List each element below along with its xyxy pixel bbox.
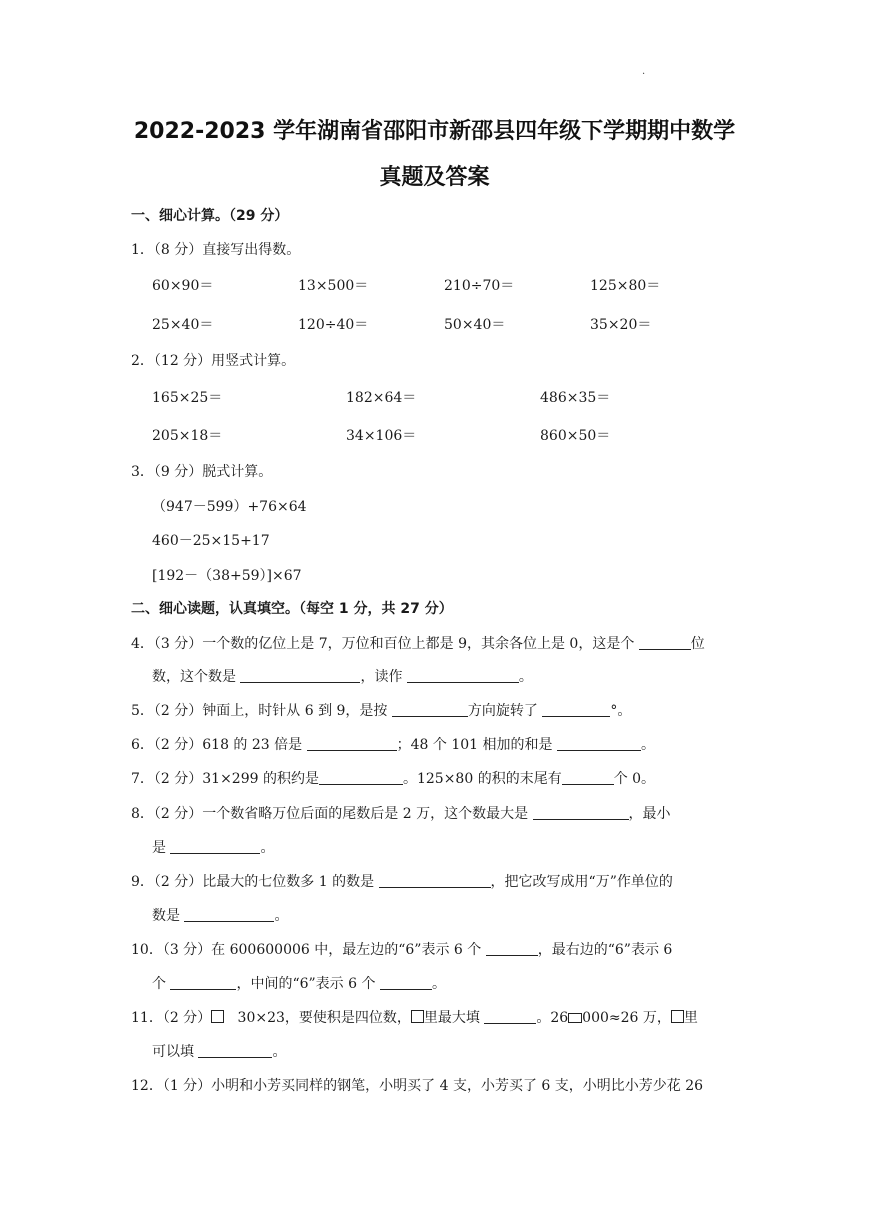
question-8	[131, 803, 671, 823]
question-text: 30×23，要使积是四位数，	[237, 1010, 411, 1026]
empty-box-icon	[411, 1010, 424, 1023]
answer-blank[interactable]	[557, 736, 641, 751]
section-2-heading: 二、细心读题，认真填空。（每空 1 分，共 27 分）	[131, 601, 453, 617]
answer-blank[interactable]	[379, 873, 491, 888]
expression-item: （947－599）+76×64	[152, 499, 307, 515]
calc-item: 120÷40＝	[298, 317, 369, 333]
question-4-cont	[152, 666, 533, 686]
expression-item: [192－（38+59）]×67	[152, 568, 302, 584]
calc-item: 860×50＝	[540, 428, 611, 444]
calc-item: 205×18＝	[152, 428, 223, 444]
question-1-label: 1．（8 分）直接写出得数。	[131, 242, 301, 258]
question-6	[131, 734, 655, 754]
question-7	[131, 768, 655, 788]
calc-item: 35×20＝	[590, 317, 652, 333]
question-10-cont	[152, 973, 446, 993]
answer-blank[interactable]	[380, 975, 432, 990]
question-12: 12．（1 分）小明和小芳买同样的钢笔，小明买了 4 支，小芳买了 6 支，小明比小芳少花 26	[131, 1078, 704, 1094]
calc-item: 486×35＝	[540, 390, 611, 406]
question-4	[131, 633, 705, 653]
question-text: 7．（2 分）31×299 的积约是	[131, 771, 319, 787]
question-8-cont	[152, 837, 274, 857]
question-text: ，把它改写成用“万”作单位的	[490, 874, 673, 890]
page-mark: .	[642, 66, 646, 77]
question-text: 。26	[536, 1010, 569, 1026]
question-text: 位	[690, 636, 705, 652]
answer-blank[interactable]	[484, 1009, 536, 1024]
empty-box-icon	[568, 1013, 582, 1023]
answer-blank[interactable]	[319, 770, 403, 785]
answer-blank[interactable]	[184, 907, 274, 922]
question-text: 。	[518, 669, 533, 685]
calc-item: 125×80＝	[590, 278, 661, 294]
calc-item: 25×40＝	[152, 317, 214, 333]
question-text: 11．（2 分）	[131, 1010, 212, 1026]
empty-box-icon	[671, 1010, 684, 1023]
question-text: 个 0。	[613, 771, 656, 787]
question-text: 数，这个数是	[152, 669, 236, 685]
calc-item: 50×40＝	[444, 317, 506, 333]
answer-blank[interactable]	[407, 668, 519, 683]
question-text: 6．（2 分）618 的 23 倍是	[131, 737, 303, 753]
question-text: 5．（2 分）钟面上，时针从 6 到 9，是按	[131, 703, 388, 719]
question-text: 个	[152, 976, 166, 992]
calc-item: 13×500＝	[298, 278, 369, 294]
question-text: 。	[260, 840, 275, 856]
question-text: 。	[431, 976, 446, 992]
answer-blank[interactable]	[542, 702, 610, 717]
expression-item: 460－25×15+17	[152, 533, 270, 549]
answer-blank[interactable]	[392, 702, 468, 717]
question-text: °。	[610, 703, 632, 719]
page-title-line-1: 2022-2023 学年湖南省邵阳市新邵县四年级下学期期中数学	[133, 119, 736, 144]
question-text: 。	[640, 737, 655, 753]
question-text: ，最小	[628, 806, 671, 822]
question-9	[131, 871, 673, 891]
question-text: ，中间的“6”表示 6 个	[236, 976, 376, 992]
empty-box-icon	[211, 1010, 224, 1023]
answer-blank[interactable]	[198, 1043, 272, 1058]
question-text: 里	[683, 1010, 698, 1026]
question-text: 10．（3 分）在 600600006 中，最左边的“6”表示 6 个	[131, 942, 482, 958]
answer-blank[interactable]	[486, 941, 538, 956]
question-2-label: 2．（12 分）用竖式计算。	[131, 353, 296, 369]
question-text: 里最大填	[423, 1010, 480, 1026]
answer-blank[interactable]	[533, 805, 629, 820]
calc-item: 165×25＝	[152, 390, 223, 406]
question-10	[131, 939, 672, 959]
question-text: 是	[152, 840, 166, 856]
question-3-label: 3．（9 分）脱式计算。	[131, 464, 273, 480]
section-1-heading: 一、细心计算。（29 分）	[131, 208, 289, 224]
answer-blank[interactable]	[562, 770, 614, 785]
question-text: 。	[272, 1044, 287, 1060]
question-5	[131, 700, 631, 720]
question-text: 。125×80 的积的末尾有	[402, 771, 562, 787]
question-text: 8．（2 分）一个数省略万位后面的尾数后是 2 万，这个数最大是	[131, 806, 529, 822]
question-9-cont	[152, 905, 288, 925]
answer-blank[interactable]	[240, 668, 360, 683]
answer-blank[interactable]	[170, 975, 236, 990]
question-text: ；48 个 101 相加的和是	[396, 737, 553, 753]
calc-item: 210÷70＝	[444, 278, 515, 294]
question-text: 4．（3 分）一个数的亿位上是 7，万位和百位上都是 9，其余各位上是 0，这是个	[131, 636, 635, 652]
calc-item: 60×90＝	[152, 278, 214, 294]
question-text: 9．（2 分）比最大的七位数多 1 的数是	[131, 874, 375, 890]
question-11-cont	[152, 1041, 286, 1061]
question-text: 。	[274, 908, 289, 924]
calc-item: 34×106＝	[346, 428, 417, 444]
question-text: ，读作	[360, 669, 403, 685]
page-title-line-2: 真题及答案	[379, 165, 490, 190]
question-text: 可以填	[152, 1044, 194, 1060]
calc-item: 182×64＝	[346, 390, 417, 406]
question-text: 数是	[152, 908, 180, 924]
answer-blank[interactable]	[307, 736, 397, 751]
question-text: ，最右边的“6”表示 6	[537, 942, 673, 958]
question-text: 000≈26 万，	[582, 1010, 671, 1026]
question-11	[131, 1007, 698, 1027]
answer-blank[interactable]	[639, 635, 691, 650]
answer-blank[interactable]	[170, 839, 260, 854]
question-text: 方向旋转了	[467, 703, 538, 719]
